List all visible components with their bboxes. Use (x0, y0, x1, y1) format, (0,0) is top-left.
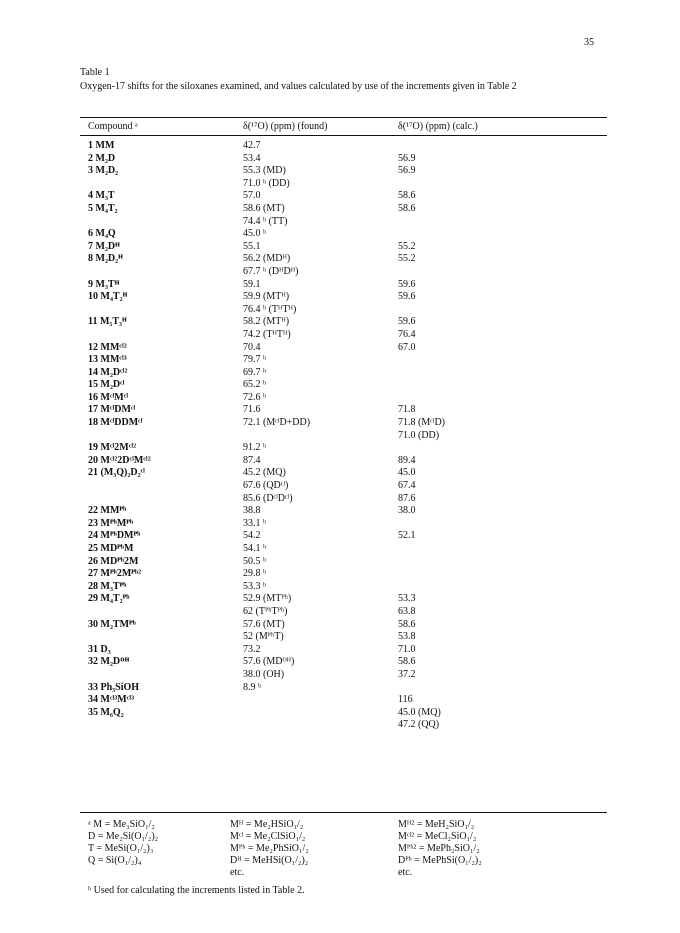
page-number: 35 (584, 37, 594, 48)
compound-cell: 8 M₂D₂ᴴ (88, 253, 123, 265)
note-cell: Mᶜˡ = Me₂ClSiO₁/₂ (230, 831, 306, 842)
found-cell: 38.8 (243, 505, 261, 517)
calc-cell: 53.3 (398, 593, 416, 605)
found-cell: 70.4 (243, 341, 261, 353)
calc-cell: 76.4 (398, 328, 416, 340)
calc-cell: 71.8 (398, 404, 416, 416)
table-row (80, 140, 607, 153)
note-cell: Mᶜˡ² = MeCl₂SiO₁/₂ (398, 831, 477, 842)
found-cell: 65.2 ᵇ (243, 379, 267, 391)
calc-cell: 58.6 (398, 656, 416, 668)
found-cell: 55.3 (MD) (243, 165, 286, 177)
table-row (80, 178, 607, 191)
note-cell: Mᴴ² = MeH₂SiO₁/₂ (398, 819, 475, 830)
found-cell: 74.2 (TᴴTᴴ) (243, 328, 291, 340)
calc-cell: 67.0 (398, 341, 416, 353)
table-row (80, 379, 607, 392)
found-cell: 54.1 ᵇ (243, 543, 267, 554)
compound-cell: 9 M₃Tᴴ (88, 278, 120, 290)
calc-cell: 45.0 (MQ) (398, 706, 441, 718)
calc-cell: 55.2 (398, 253, 416, 265)
compound-cell: 6 M₄Q (88, 228, 116, 240)
table-row (80, 253, 607, 266)
table-caption (80, 66, 610, 93)
calc-cell: 52.1 (398, 530, 416, 542)
note-row (80, 831, 607, 843)
compound-cell: 11 M₅T₃ᴴ (88, 316, 127, 328)
table-row (80, 279, 607, 292)
table-row (80, 266, 607, 279)
table-row (80, 631, 607, 644)
found-cell: 87.4 (243, 454, 261, 466)
found-cell: 53.3 ᵇ (243, 580, 267, 592)
compound-cell: 32 M₂Dᴼᴴ (88, 656, 130, 668)
calc-cell: 58.6 (398, 202, 416, 214)
compound-cell: 30 M₂TMᴾʰ (88, 618, 136, 630)
compound-cell: 23 MᴾʰMᴾʰ (88, 517, 134, 529)
top-rule (80, 117, 607, 118)
found-cell: 53.4 (243, 152, 261, 164)
calc-cell: 87.6 (398, 492, 416, 504)
found-cell: 71.6 (243, 404, 261, 416)
found-cell: 38.0 (OH) (243, 668, 285, 680)
calc-cell: 71.0 (DD) (398, 429, 440, 441)
table-row (80, 467, 607, 480)
found-cell: 59.9 (MTᴴ) (243, 291, 290, 303)
calc-cell: 58.6 (398, 618, 416, 630)
table-row (80, 694, 607, 707)
compound-cell: 31 D₃ (88, 643, 111, 655)
note-cell: etc. (398, 867, 413, 878)
compound-cell: 20 Mᶜˡ²2DᶜˡMᶜˡ² (88, 454, 151, 466)
note-cell: D = Me₂Si(O₁/₂)₂ (88, 831, 159, 842)
calc-cell: 37.2 (398, 668, 416, 680)
calc-cell: 59.6 (398, 278, 416, 290)
table-row (80, 543, 607, 556)
compound-cell: 5 M₄T₂ (88, 202, 118, 214)
found-cell: 79.7 ᵇ (243, 354, 267, 366)
found-cell: 62 (TᴾʰTᴾʰ) (243, 605, 288, 617)
compound-cell: 12 MMᶜˡ² (88, 341, 127, 353)
table-row (80, 203, 607, 216)
found-cell: 55.1 (243, 240, 261, 252)
compound-cell: 4 M₃T (88, 190, 115, 202)
compound-cell: 17 MᶜˡDMᶜˡ (88, 404, 136, 416)
table-row (80, 593, 607, 606)
header-compound: Compound ᵃ (88, 121, 138, 132)
table-row (80, 505, 607, 518)
compound-cell: 22 MMᴾʰ (88, 505, 127, 517)
calc-cell: 71.0 (398, 643, 416, 655)
table-row (80, 165, 607, 178)
compound-cell: 35 M₆Q₂ (88, 706, 124, 718)
table-row (80, 342, 607, 355)
note-cell: Mᴾʰ = Me₂PhSiO₁/₂ (230, 843, 309, 854)
compound-cell: 19 Mᶜˡ2Mᶜˡ² (88, 442, 137, 454)
calc-cell: 59.6 (398, 291, 416, 303)
found-cell: 45.2 (MQ) (243, 467, 286, 479)
compound-cell: 3 M₂D₂ (88, 165, 119, 177)
found-cell: 52 (MᴾʰT) (243, 631, 284, 643)
found-cell: 67.7 ᵇ (DᴴDᴴ) (243, 265, 299, 277)
found-cell: 56.2 (MDᴴ) (243, 253, 291, 265)
found-cell: 57.6 (MDᴼᴴ) (243, 656, 295, 668)
note-cell: Dᴴ = MeHSi(O₁/₂)₂ (230, 855, 309, 866)
calc-cell: 38.0 (398, 505, 416, 517)
found-cell: 74.4 ᵇ (TT) (243, 215, 288, 227)
table-row (80, 367, 607, 380)
note-cell: Mᴾʰ² = MePh₂SiO₁/₂ (398, 843, 480, 854)
found-cell: 57.6 (MT) (243, 618, 285, 630)
found-cell: 42.7 (243, 140, 261, 151)
compound-cell: 27 Mᴾʰ2Mᴾʰ² (88, 568, 142, 580)
found-cell: 52.9 (MTᴾʰ) (243, 593, 292, 605)
table-row (80, 669, 607, 682)
table-row (80, 354, 607, 367)
header-found: δ(¹⁷O) (ppm) (found) (243, 121, 328, 132)
table-row (80, 493, 607, 506)
table-row (80, 316, 607, 329)
calc-cell: 59.6 (398, 316, 416, 328)
table-row (80, 430, 607, 443)
found-cell: 73.2 (243, 643, 261, 655)
found-cell: 59.1 (243, 278, 261, 290)
found-cell: 58.6 (MT) (243, 202, 285, 214)
calc-cell: 63.8 (398, 605, 416, 617)
table-row (80, 291, 607, 304)
calc-cell: 71.8 (MᶜˡD) (398, 417, 445, 429)
compound-cell: 28 M₃Tᴾʰ (88, 580, 127, 592)
compound-cell: 7 M₂Dᴴ (88, 240, 120, 252)
found-cell: 45.0 ᵇ (243, 228, 267, 240)
table-row (80, 417, 607, 430)
calc-cell: 89.4 (398, 454, 416, 466)
table-row (80, 228, 607, 241)
calc-cell: 45.0 (398, 467, 416, 479)
table-row (80, 392, 607, 405)
found-cell: 67.6 (QDᶜˡ) (243, 480, 289, 492)
table-row (80, 480, 607, 493)
compound-cell: 16 MᶜˡMᶜˡ (88, 391, 129, 403)
calc-cell: 58.6 (398, 190, 416, 202)
compound-cell: 14 M₂Dᶜˡ² (88, 366, 128, 378)
calc-cell: 53.8 (398, 631, 416, 643)
table-row (80, 216, 607, 229)
found-cell: 72.6 ᵇ (243, 391, 267, 403)
calc-cell: 56.9 (398, 165, 416, 177)
found-cell: 29.8 ᵇ (243, 568, 267, 580)
note-cell: Q = Si(O₁/₂)₄ (88, 855, 142, 866)
header-calc: δ(¹⁷O) (ppm) (calc.) (398, 121, 478, 132)
found-cell: 54.2 (243, 530, 261, 542)
found-cell: 33.1 ᵇ (243, 517, 267, 529)
header-rule (80, 135, 607, 136)
table-row (80, 530, 607, 543)
calc-cell: 56.9 (398, 152, 416, 164)
found-cell: 76.4 ᵇ (TᴴTᴴ) (243, 303, 297, 315)
note-row (80, 819, 607, 831)
table-row (80, 455, 607, 468)
table-row (80, 568, 607, 581)
table-row (80, 153, 607, 166)
compound-cell: 21 (M₃Q)₂D₂ᶜˡ (88, 467, 145, 479)
found-cell: 57.0 (243, 190, 261, 202)
found-cell: 69.7 ᵇ (243, 366, 267, 378)
found-cell: 8.9 ᵇ (243, 681, 262, 693)
table-row (80, 606, 607, 619)
table-row (80, 304, 607, 317)
found-cell: 85.6 (DᶜˡDᶜˡ) (243, 492, 293, 504)
calc-cell: 116 (398, 694, 413, 706)
calc-cell: 67.4 (398, 480, 416, 492)
compound-cell: 26 MDᴾʰ2M (88, 555, 139, 567)
compound-cell: 13 MMᶜˡ³ (88, 354, 127, 366)
found-cell: 71.0 ᵇ (DD) (243, 177, 290, 189)
table-row (80, 329, 607, 342)
table-row (80, 404, 607, 417)
found-cell: 91.2 ᵇ (243, 442, 267, 454)
table-body (80, 140, 607, 732)
compound-cell: 29 M₄T₂ᴾʰ (88, 593, 130, 605)
table-row (80, 556, 607, 569)
note-cell: ᵃ M = Me₃SiO₁/₂ (88, 819, 155, 830)
calc-cell: 47.2 (QQ) (398, 719, 440, 731)
table-row (80, 644, 607, 657)
table-row (80, 581, 607, 594)
table-row (80, 241, 607, 254)
table-row (80, 707, 607, 720)
note-cell: T = MeSi(O₁/₂)₃ (88, 843, 154, 854)
compound-cell: 15 M₂Dᶜˡ (88, 379, 125, 391)
footnote-b: ᵇ Used for calculating the increments listed in Table 2. (88, 885, 305, 896)
table-row (80, 656, 607, 669)
table-row (80, 518, 607, 531)
note-row (80, 855, 607, 867)
compound-cell: 1 MM (88, 140, 115, 151)
compound-cell: 10 M₄T₂ᴴ (88, 291, 128, 303)
found-cell: 58.2 (MTᴴ) (243, 316, 290, 328)
note-row (80, 843, 607, 855)
table-row (80, 619, 607, 632)
note-row (80, 867, 607, 879)
bottom-rule (80, 812, 607, 813)
note-cell: etc. (230, 867, 245, 878)
compound-cell: 25 MDᴾʰM (88, 543, 134, 554)
abbreviation-notes (80, 819, 607, 879)
table-row (80, 682, 607, 695)
table-row (80, 719, 607, 732)
note-cell: Dᴾʰ = MePhSi(O₁/₂)₂ (398, 855, 482, 866)
calc-cell: 55.2 (398, 240, 416, 252)
table-row (80, 190, 607, 203)
caption-text: Oxygen-17 shifts for the siloxanes examined, and values calculated by use of the increments given in Table 2 (80, 81, 517, 92)
compound-cell: 24 MᴾʰDMᴾʰ (88, 530, 141, 542)
compound-cell: 2 M₂D (88, 152, 116, 164)
note-cell: Mᴴ = Me₂HSiO₁/₂ (230, 819, 304, 830)
found-cell: 50.5 ᵇ (243, 555, 267, 567)
found-cell: 72.1 (MᶜˡD+DD) (243, 417, 311, 429)
compound-cell: 18 MᶜˡDDMᶜˡ (88, 417, 143, 429)
table-row (80, 442, 607, 455)
table-label: Table 1 (80, 67, 110, 78)
compound-cell: 33 Ph₃SiOH (88, 681, 140, 693)
compound-cell: 34 Mᶜˡ³Mᶜˡ³ (88, 694, 135, 706)
